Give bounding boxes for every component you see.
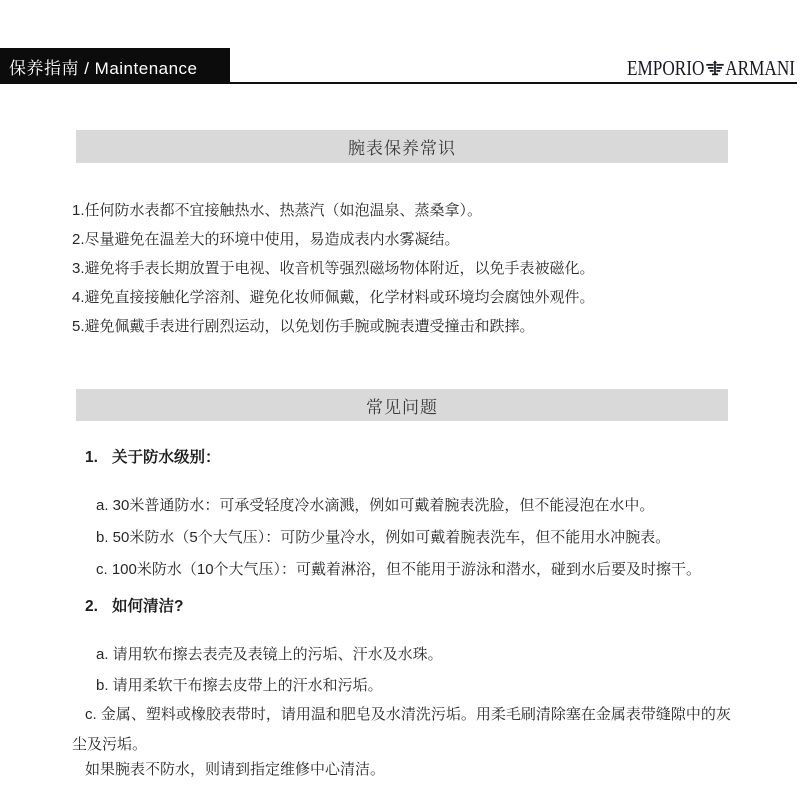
brand-logo [627,55,795,80]
armani-eagle-icon [706,60,724,76]
faq-question-1 [85,448,220,468]
faq-question-1-answers [96,490,701,586]
section-heading-care [76,130,728,163]
waterproof-level-b: b. 50米防水（5个大气压）：可防少量冷水，例如可戴着腕表洗车，但不能用水冲腕表。 [96,529,671,546]
brand-name-emporio: EMPORIO [627,55,705,80]
faq-question-2 [85,597,183,617]
waterproof-level-c: c. 100米防水（10个大气压）：可戴着淋浴，但不能用于游泳和潜水，碰到水后要及时擦干。 [96,561,702,578]
page-header [0,48,800,84]
faq-note: 如果腕表不防水，则请到指定维修中心清洁。 [85,761,386,778]
cleaning-tip-c-line-2: 尘及污垢。 [72,736,148,753]
care-tip-4: 4.避免直接接触化学溶剂、避免化妆师佩戴，化学材料或环境均会腐蚀外观件。 [72,289,595,306]
faq-question-1-number: 1. [85,449,98,466]
care-tip-1: 1.任何防水表都不宜接触热水、热蒸汽（如泡温泉、蒸桑拿）。 [72,202,483,219]
care-tip-5: 5.避免佩戴手表进行剧烈运动，以免划伤手腕或腕表遭受撞击和跌摔。 [72,318,535,335]
section-heading-faq [76,389,728,421]
waterproof-level-a: a. 30米普通防水：可承受轻度冷水滴溅，例如可戴着腕表洗脸，但不能浸泡在水中。 [96,497,655,514]
faq-question-2-number: 2. [85,598,98,615]
faq-question-1-title: 关于防水级别： [111,449,221,466]
section-title-bar [0,48,230,84]
care-tips-list [72,196,595,341]
faq-question-2-title: 如何清洁? [111,598,184,615]
cleaning-tip-b: b. 请用柔软干布擦去皮带上的汗水和污垢。 [96,677,383,694]
cleaning-tip-c [72,700,731,760]
care-section-title: 腕表保养常识 [348,139,456,158]
page-title: 保养指南 / Maintenance [9,58,198,78]
brand-name-armani: ARMANI [725,55,795,80]
cleaning-tip-c-line-1: c. 金属、塑料或橡胶表带时，请用温和肥皂及水清洗污垢。用柔毛刷清除塞在金属表带缝隙中的灰 [85,706,731,723]
faq-question-2-answers [96,639,443,701]
care-tip-2: 2.尽量避免在温差大的环境中使用，易造成表内水雾凝结。 [72,231,460,248]
faq-section-title: 常见问题 [366,397,438,417]
care-tip-3: 3.避免将手表长期放置于电视、收音机等强烈磁场物体附近，以免手表被磁化。 [72,260,595,277]
cleaning-tip-a: a. 请用软布擦去表壳及表镜上的污垢、汗水及水珠。 [96,646,443,663]
